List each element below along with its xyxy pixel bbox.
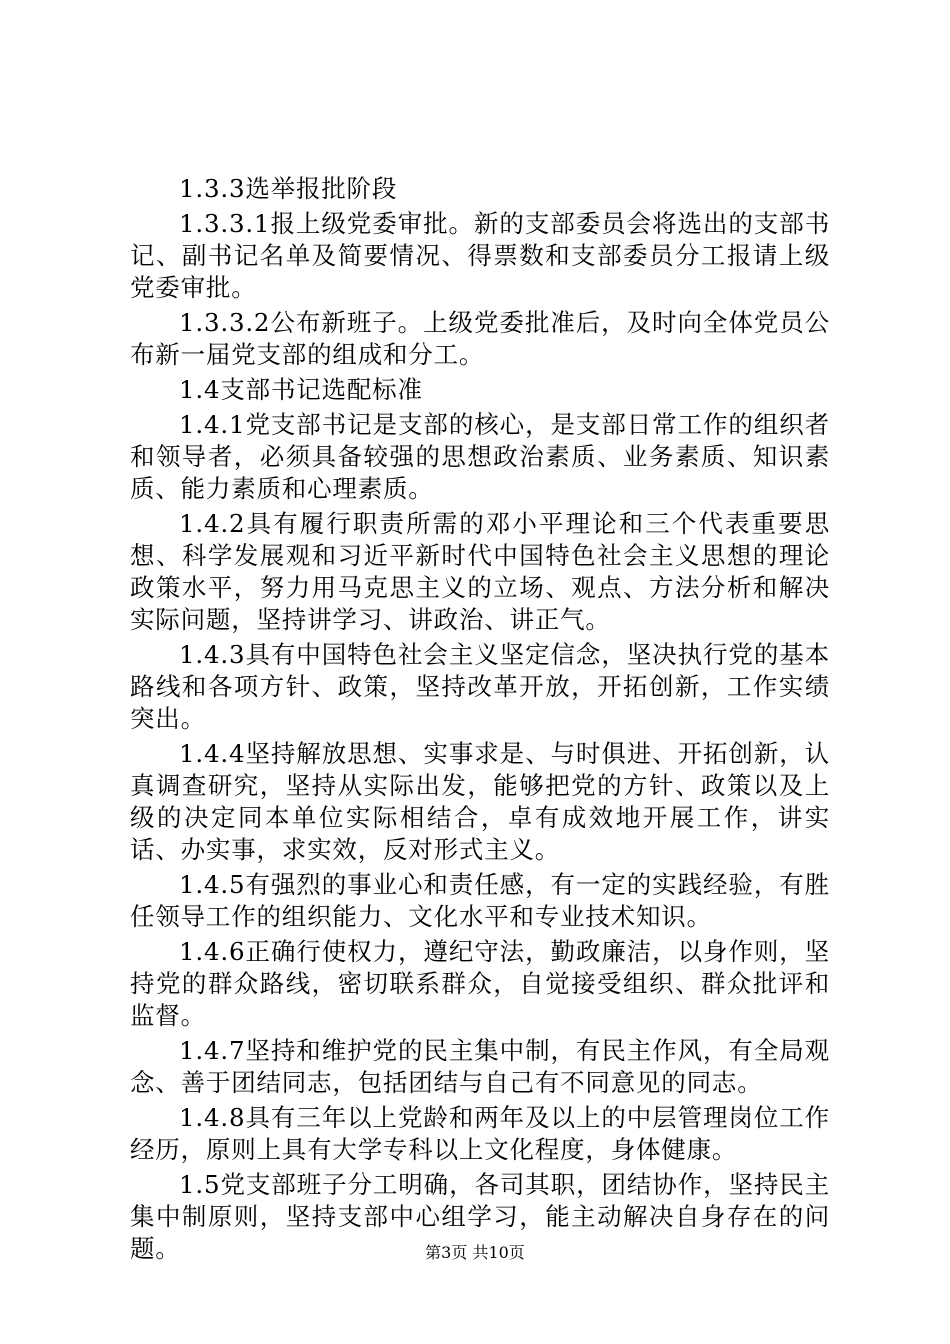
paragraph-1-4-4: 1.4.4坚持解放思想、实事求是、与时俱进、开拓创新，认真调查研究，坚持从实际出发，能够把党的方针、政策以及上级的决定同本单位实际相结合，卓有成效地开展工作，讲实话、办实事，求实效，反对形式主义。 (130, 739, 830, 864)
paragraph-1-4-8: 1.4.8具有三年以上党龄和两年及以上的中层管理岗位工作经历，原则上具有大学专科以上文化程度，身体健康。 (130, 1103, 830, 1164)
paragraph-1-4-2: 1.4.2具有履行职责所需的邓小平理论和三个代表重要思想、科学发展观和习近平新时代中国特色社会主义思想的理论政策水平，努力用马克思主义的立场、观点、方法分析和解决实际问题，坚持讲学习、讲政治、讲正气。 (130, 509, 830, 634)
paragraph-1-4-5: 1.4.5有强烈的事业心和责任感，有一定的实践经验，有胜任领导工作的组织能力、文化水平和专业技术知识。 (130, 870, 830, 931)
section-heading-1-3-3: 1.3.3选举报批阶段 (179, 174, 398, 203)
paragraph-1-4-6: 1.4.6正确行使权力，遵纪守法，勤政廉洁，以身作则，坚持党的群众路线，密切联系群众，自觉接受组织、群众批评和监督。 (130, 937, 830, 1030)
paragraph-1-4-7: 1.4.7坚持和维护党的民主集中制，有民主作风，有全局观念、善于团结同志，包括团结与自己有不同意见的同志。 (130, 1036, 830, 1097)
paragraph-1-3-3-2: 1.3.3.2公布新班子。上级党委批准后，及时向全体党员公布新一届党支部的组成和分工。 (130, 308, 830, 369)
section-heading-1-4: 1.4支部书记选配标准 (179, 375, 423, 404)
paragraph-1-4-1: 1.4.1党支部书记是支部的核心，是支部日常工作的组织者和领导者，必须具备较强的思想政治素质、业务素质、知识素质、能力素质和心理素质。 (130, 410, 830, 503)
document-body (130, 173, 830, 1268)
paragraph-1-3-3-1: 1.3.3.1报上级党委审批。新的支部委员会将选出的支部书记、副书记名单及简要情况、得票数和支部委员分工报请上级党委审批。 (130, 209, 830, 302)
paragraph-1-5: 1.5党支部班子分工明确，各司其职，团结协作，坚持民主集中制原则，坚持支部中心组学习，能主动解决自身存在的问题。 (130, 1170, 830, 1263)
page-number-footer: 第3页 共10页 (425, 1243, 525, 1262)
paragraph-1-4-3: 1.4.3具有中国特色社会主义坚定信念，坚决执行党的基本路线和各项方针、政策，坚持改革开放，开拓创新，工作实绩突出。 (130, 640, 830, 733)
